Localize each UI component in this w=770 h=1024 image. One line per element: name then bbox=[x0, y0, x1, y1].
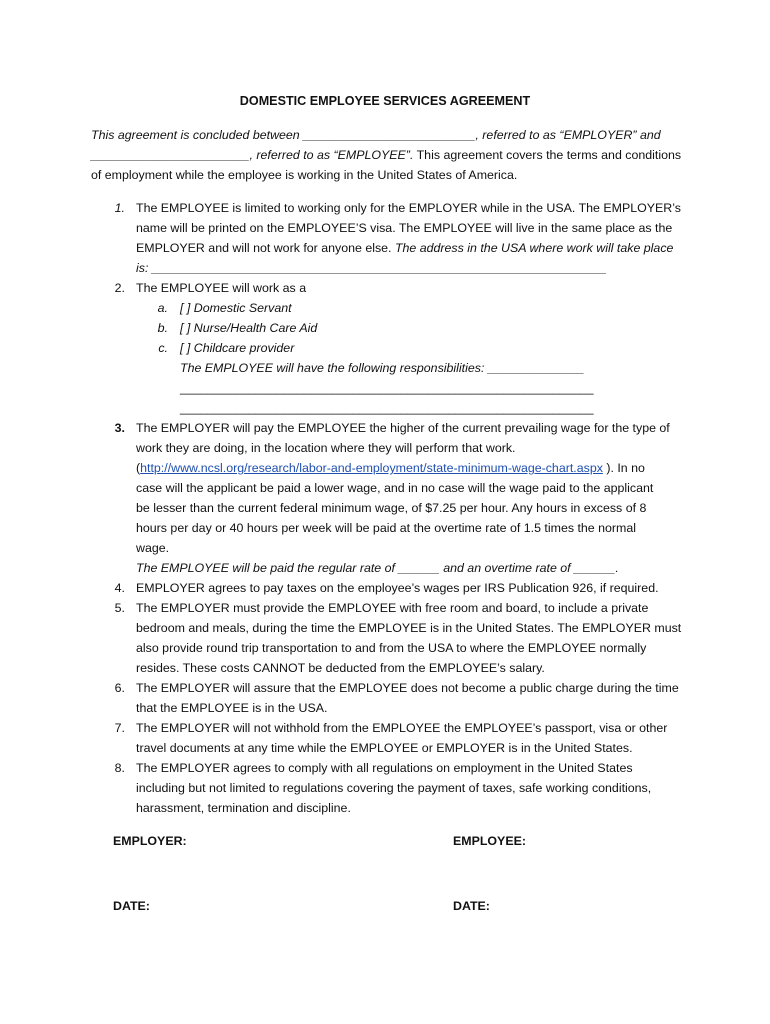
item-3-line-7: wage. bbox=[136, 541, 170, 555]
item-7-number: 7. bbox=[114, 721, 125, 735]
item-3-line-5: be lesser than the current federal minimum wage, of $7.25 per hour. Any hours in excess of 8 bbox=[136, 501, 647, 515]
item-6-number: 6. bbox=[114, 681, 125, 695]
item-5-number: 5. bbox=[114, 601, 125, 615]
item-5-line-1: The EMPLOYER must provide the EMPLOYEE with free room and board, to include a private bbox=[136, 601, 649, 615]
item-1-line-1: The EMPLOYEE is limited to working only for the EMPLOYER while in the USA. The EMPLOYER’s bbox=[136, 201, 681, 215]
employer-date-label: DATE: bbox=[113, 899, 150, 913]
item-1-number: 1. bbox=[114, 201, 125, 215]
item-2-responsibilities: The EMPLOYEE will have the following responsibilities: ______________ bbox=[180, 361, 585, 375]
employee-signature-label: EMPLOYEE: bbox=[453, 834, 526, 848]
item-8-line-3: harassment, termination and discipline. bbox=[136, 801, 351, 815]
item-1-line-2: name will be printed on the EMPLOYEE’S visa. The EMPLOYEE will live in the same place as the bbox=[136, 221, 673, 235]
item-4-line-1: EMPLOYER agrees to pay taxes on the employee’s wages per IRS Publication 926, if required. bbox=[136, 581, 659, 595]
item-3-link-open: ( bbox=[136, 461, 141, 475]
intro-line-1: This agreement is concluded between _________________________, referred to as “EMPLOYER” and bbox=[91, 128, 661, 142]
item-6-line-2: that the EMPLOYEE is in the USA. bbox=[136, 701, 328, 715]
item-2-option-b-letter: b. bbox=[157, 321, 168, 335]
item-7-line-2: travel documents at any time while the EMPLOYEE or EMPLOYER is in the United States. bbox=[136, 741, 633, 755]
intro-line-3: of employment while the employee is working in the United States of America. bbox=[91, 168, 518, 182]
item-2-lead: The EMPLOYEE will work as a bbox=[136, 281, 307, 295]
item-5-line-3: also provide round trip transportation to and from the USA to where the EMPLOYEE normally bbox=[136, 641, 647, 655]
item-6-line-1: The EMPLOYER will assure that the EMPLOYEE does not become a public charge during the time bbox=[136, 681, 679, 695]
employee-date-label: DATE: bbox=[453, 899, 490, 913]
item-5-line-2: bedroom and meals, during the time the EMPLOYEE is in the United States. The EMPLOYER must bbox=[136, 621, 682, 635]
item-1-line-3-italic: The address in the USA where work will take place bbox=[394, 241, 674, 255]
item-3-line-3 bbox=[136, 458, 645, 478]
item-3-line-1: The EMPLOYER will pay the EMPLOYEE the higher of the current prevailing wage for the type of bbox=[136, 421, 670, 435]
item-3-line-4: case will the applicant be paid a lower wage, and in no case will the wage paid to the applicant bbox=[136, 481, 654, 495]
intro-line-2-italic: _______________________, referred to as “EMPLOYEE”. bbox=[91, 148, 414, 162]
item-1-line-3 bbox=[136, 238, 673, 258]
item-1-address-blank: is: __________________________________________________________________ bbox=[136, 261, 607, 275]
intro-line-2-normal: This agreement covers the terms and conditions bbox=[413, 148, 682, 162]
item-2-option-nurse: [ ] Nurse/Health Care Aid bbox=[180, 321, 318, 335]
item-2-option-a-letter: a. bbox=[157, 301, 168, 315]
item-4-number: 4. bbox=[114, 581, 125, 595]
item-8-line-2: including but not limited to regulations covering the payment of taxes, safe working conditions, bbox=[136, 781, 652, 795]
item-8-line-1: The EMPLOYER agrees to comply with all regulations on employment in the United States bbox=[136, 761, 633, 775]
item-2-number: 2. bbox=[114, 281, 125, 295]
item-3-link-close: ). In no bbox=[602, 461, 645, 475]
document-title: DOMESTIC EMPLOYEE SERVICES AGREEMENT bbox=[239, 94, 531, 108]
item-5-line-4: resides. These costs CANNOT be deducted from the EMPLOYEE’s salary. bbox=[136, 661, 545, 675]
item-3-rate-line: The EMPLOYEE will be paid the regular rate of ______ and an overtime rate of ______. bbox=[136, 561, 619, 575]
item-2-blank-line-2: ____________________________________________________________ bbox=[180, 401, 594, 415]
item-2-blank-line-1: ____________________________________________________________ bbox=[180, 381, 594, 395]
item-7-line-1: The EMPLOYER will not withhold from the EMPLOYEE the EMPLOYEE’s passport, visa or other bbox=[136, 721, 668, 735]
minimum-wage-chart-link[interactable]: http://www.ncsl.org/research/labor-and-employment/state-minimum-wage-chart.aspx bbox=[140, 461, 603, 475]
item-2-option-domestic-servant: [ ] Domestic Servant bbox=[180, 301, 292, 315]
item-8-number: 8. bbox=[114, 761, 125, 775]
item-3-number: 3. bbox=[114, 421, 125, 435]
item-2-option-c-letter: c. bbox=[158, 341, 168, 355]
item-3-line-2: work they are doing, in the location where they will perform that work. bbox=[136, 441, 516, 455]
item-3-line-6: hours per day or 40 hours per week will be paid at the overtime rate of 1.5 times the normal bbox=[136, 521, 637, 535]
employer-signature-label: EMPLOYER: bbox=[113, 834, 187, 848]
item-1-line-3-normal: EMPLOYER and will not work for anyone else. bbox=[136, 241, 395, 255]
intro-line-2 bbox=[91, 145, 681, 165]
item-2-option-childcare: [ ] Childcare provider bbox=[180, 341, 295, 355]
